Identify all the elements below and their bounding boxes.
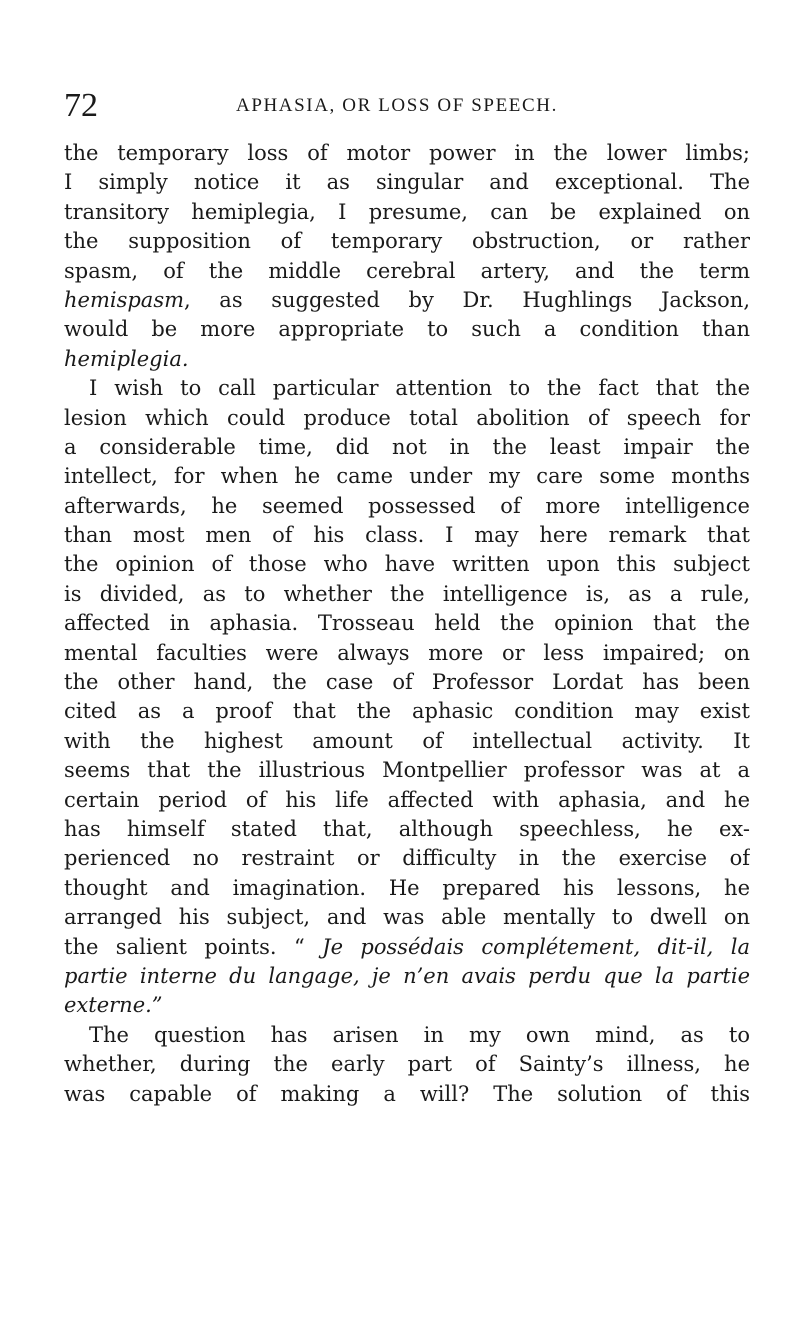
page-number: 72 — [64, 87, 98, 124]
text-line — [64, 933, 750, 962]
text-line: The question has arisen in my own mind, as to — [89, 1022, 750, 1047]
text-line: the supposition of temporary obstruction, or rather — [64, 229, 750, 254]
text-line — [64, 962, 750, 991]
text-line: the opinion of those who have written upon this subject — [64, 552, 750, 577]
text-line: has himself stated that, although speechless, he ex- — [64, 816, 750, 841]
text-line: the temporary loss of motor power in the lower limbs; — [64, 141, 750, 165]
text-line: cited as a proof that the aphasic condition may exist — [64, 699, 750, 724]
italic-text: Je possédais complétement, dit-il, la — [322, 934, 750, 959]
text-line: with the highest amount of intellectual activity. It — [64, 728, 750, 753]
text-line: thought and imagination. He prepared his lessons, he — [64, 875, 750, 900]
text-line: certain period of his life affected with aphasia, and he — [64, 787, 750, 812]
text-line: perienced no restraint or difficulty in the exercise of — [64, 846, 750, 871]
text-line — [64, 991, 750, 1020]
text-line: the other hand, the case of Professor Lordat has been — [64, 670, 750, 695]
italic-text: hemispasm — [64, 287, 185, 312]
page-header — [64, 86, 764, 126]
text-segment: the salient points. “ — [64, 934, 323, 959]
italic-text: externe.” — [64, 993, 163, 1018]
body-text — [64, 139, 750, 1109]
text-line — [64, 345, 750, 374]
text-line: arranged his subject, and was able mentally to dwell on — [64, 905, 750, 930]
text-line: I simply notice it as singular and exceptional. The — [64, 170, 750, 195]
italic-text: hemiplegia. — [64, 346, 189, 371]
text-line: affected in aphasia. Trosseau held the opinion that the — [64, 611, 750, 636]
text-line: lesion which could produce total abolition of speech for — [64, 405, 750, 430]
text-line: transitory hemiplegia, I presume, can be explained on — [64, 199, 750, 224]
text-line: would be more appropriate to such a condition than — [64, 317, 750, 342]
text-line: is divided, as to whether the intelligence is, as a rule, — [64, 581, 750, 606]
text-line: whether, during the early part of Sainty’s illness, he — [64, 1052, 750, 1077]
text-segment: , as suggested by Dr. Hughlings Jackson, — [184, 287, 750, 312]
text-line: was capable of making a will? The solution of this — [64, 1081, 750, 1106]
text-line: I wish to call particular attention to the fact that the — [89, 376, 750, 401]
text-line: mental faculties were always more or less impaired; on — [64, 640, 750, 665]
text-line: intellect, for when he came under my care some months — [64, 464, 750, 489]
text-line: seems that the illustrious Montpellier professor was at a — [64, 758, 750, 783]
text-line: a considerable time, did not in the least impair the — [64, 434, 750, 459]
running-head: APHASIA, OR LOSS OF SPEECH. — [236, 95, 558, 116]
text-line: afterwards, he seemed possessed of more intelligence — [64, 493, 750, 518]
text-line — [64, 286, 750, 315]
text-line: spasm, of the middle cerebral artery, and the term — [64, 258, 750, 283]
text-line: than most men of his class. I may here remark that — [64, 523, 750, 548]
italic-text: partie interne du langage, je n’en avais perdu que la partie — [64, 963, 750, 988]
